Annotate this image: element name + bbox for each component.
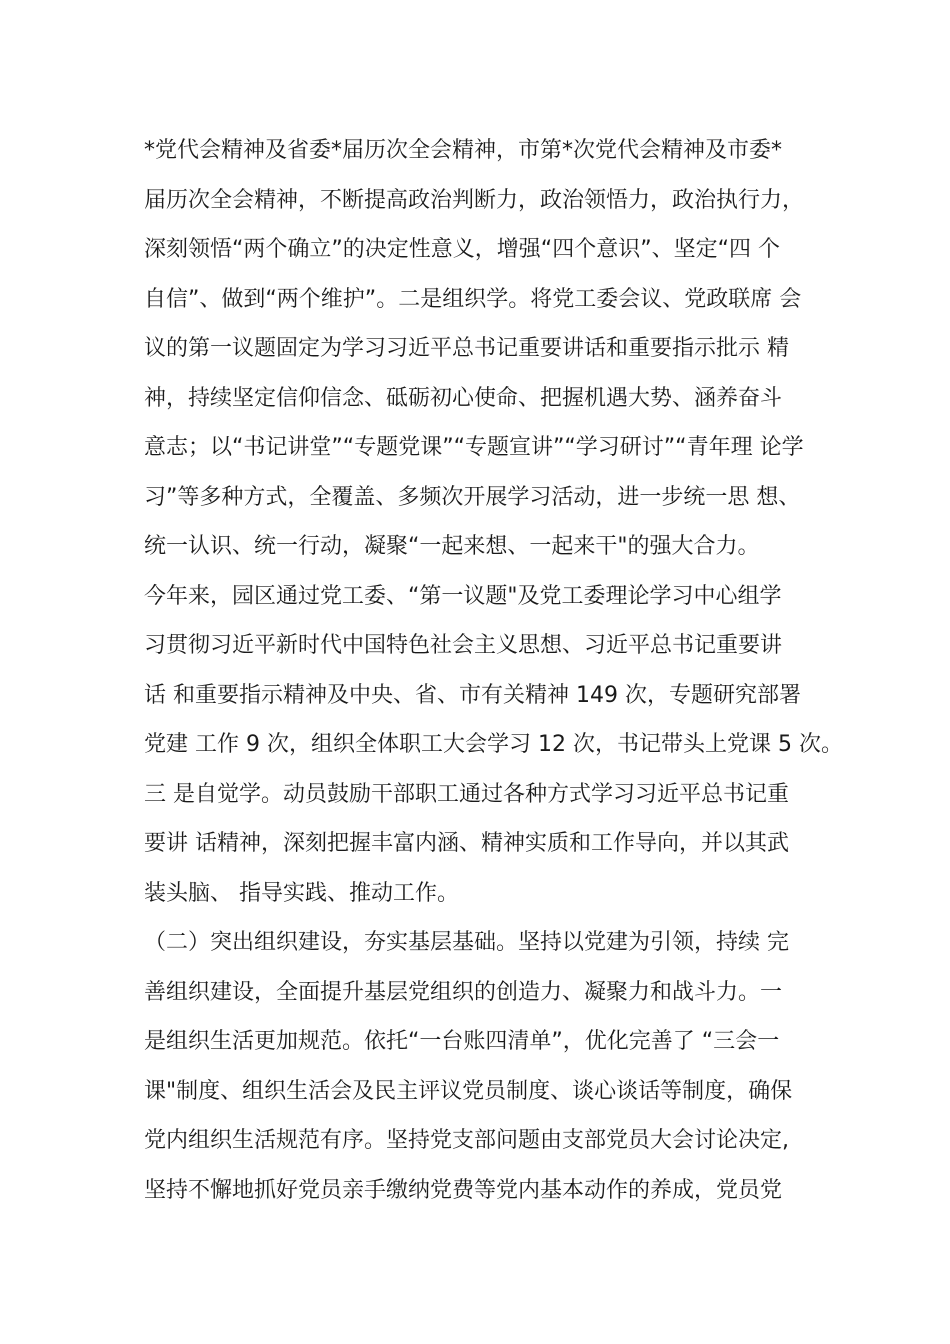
text-line: 届历次全会精神，不断提高政治判断力，政治领悟力，政治执行力， bbox=[144, 187, 805, 213]
text-line: 党内组织生活规范有序。坚持党支部问题由支部党员大会讨论决定, bbox=[144, 1128, 789, 1153]
text-line: 意志；以“书记讲堂”“专题党课”“专题宣讲”“学习研讨”“青年理 论学 bbox=[144, 435, 804, 460]
text-line: 今年来，园区通过党工委、“第一议题"及党工委理论学习中心组学 bbox=[144, 583, 782, 609]
text-line: 议的第一议题固定为学习习近平总书记重要讲话和重要指示批示 精 bbox=[144, 336, 789, 361]
text-line: 习”等多种方式，全覆盖、多频次开展学习活动，进一步统一思 想、 bbox=[144, 484, 801, 510]
text-line: 党建 工作 9 次，组织全体职工大会学习 12 次，书记带头上党课 5 次。 bbox=[144, 732, 843, 757]
text-line: 习贯彻习近平新时代中国特色社会主义思想、习近平总书记重要讲 bbox=[144, 633, 783, 658]
text-line: *党代会精神及省委*届历次全会精神，市第*次党代会精神及市委* bbox=[144, 138, 783, 163]
text-line: 要讲 话精神，深刻把握丰富内涵、精神实质和工作导向，并以其武 bbox=[144, 831, 789, 856]
text-line: 统一认识、统一行动，凝聚“一起来想、一起来干"的强大合力。 bbox=[144, 534, 760, 559]
text-line: 话 和重要指示精神及中央、省、市有关精神 149 次，专题研究部署 bbox=[144, 682, 801, 708]
text-line: 自信”、做到“两个维护”。二是组织学。将党工委会议、党政联席 会 bbox=[144, 286, 802, 312]
text-line: 坚持不懈地抓好党员亲手缴纳党费等党内基本动作的养成，党员党 bbox=[144, 1177, 783, 1203]
text-line: 课"制度、组织生活会及民主评议党员制度、谈心谈话等制度，确保 bbox=[144, 1078, 793, 1104]
text-line: 深刻领悟“两个确立”的决定性意义，增强“四个意识”、坚定“四 个 bbox=[144, 237, 780, 262]
document-body bbox=[144, 126, 843, 1215]
text-line: 是组织生活更加规范。依托“一台账四清单”，优化完善了 “三会一 bbox=[144, 1029, 780, 1054]
text-line: 善组织建设，全面提升基层党组织的创造力、凝聚力和战斗力。一 bbox=[144, 979, 783, 1005]
text-line: 三 是自觉学。动员鼓励干部职工通过各种方式学习习近平总书记重 bbox=[144, 781, 789, 807]
text-line: 装头脑、 指导实践、推动工作。 bbox=[144, 880, 459, 906]
text-line: （二）突出组织建设，夯实基层基础。坚持以党建为引领，持续 完 bbox=[144, 930, 789, 955]
text-line: 神，持续坚定信仰信念、砥砺初心使命、把握机遇大势、涵养奋斗 bbox=[144, 385, 783, 411]
